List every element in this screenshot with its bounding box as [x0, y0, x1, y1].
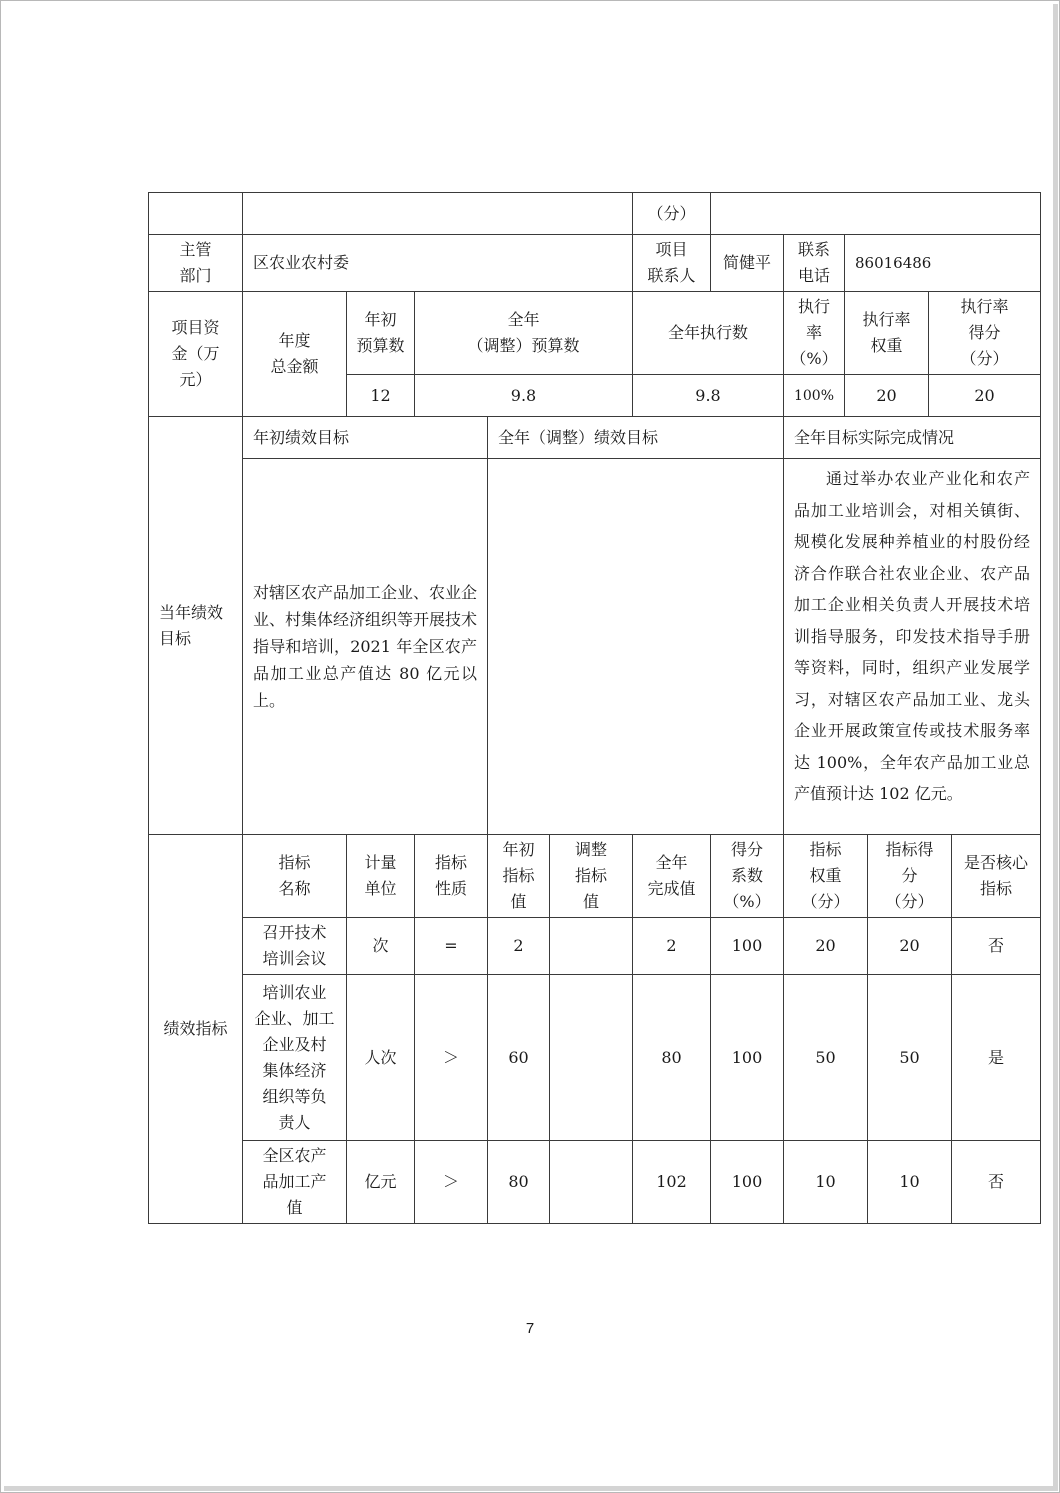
page-shadow: [1053, 4, 1058, 1491]
ind-weight: 20: [784, 918, 868, 975]
ind-coef: 100: [711, 1141, 784, 1224]
ind-adjusted-header: 调整 指标 值: [550, 835, 633, 918]
ind-completed: 2: [633, 918, 711, 975]
table-row: [149, 918, 1041, 975]
executed-header: 全年执行数: [633, 292, 784, 375]
ind-coef-header: 得分 系数 （%）: [711, 835, 784, 918]
initial-budget-value: 12: [347, 375, 415, 417]
actual-goal-text: 通过举办农业产业化和农产品加工业培训会，对相关镇街、规模化发展种养植业的村股份经济合作联合社农业企业、农产品加工企业相关负责人开展技术培训指导服务，印发技术指导手册等资料，同时，组织产业发展学习，对辖区农产品加工业、龙头企业开展政策宣传或技术服务率达 100%，全年农产品加工业总产值预计达 102 亿元。: [784, 459, 1041, 835]
initial-goal-text: 对辖区农产品加工企业、农业企业、村集体经济组织等开展技术指导和培训，2021 年全区农产品加工业总产值达 80 亿元以上。: [243, 459, 488, 835]
ind-weight-header: 指标 权重 （分）: [784, 835, 868, 918]
rate-weight-header: 执行率 权重: [845, 292, 929, 375]
phone-label: 联系 电话: [784, 235, 845, 292]
ind-weight: 10: [784, 1141, 868, 1224]
ind-name-header: 指标 名称: [243, 835, 347, 918]
table-row: [149, 1141, 1041, 1224]
rate-weight-value: 20: [845, 375, 929, 417]
ind-score: 20: [868, 918, 952, 975]
initial-budget-header: 年初 预算数: [347, 292, 415, 375]
ind-initial: 2: [488, 918, 550, 975]
funds-label: 项目资 金（万 元）: [149, 292, 243, 417]
ind-completed: 80: [633, 975, 711, 1141]
adjusted-goal-header: 全年（调整）绩效目标: [488, 417, 784, 459]
blank-cell: [243, 193, 633, 235]
adjusted-goal-text: [488, 459, 784, 835]
performance-table: [148, 192, 1041, 1224]
exec-rate-value: 100%: [784, 375, 845, 417]
ind-core: 是: [952, 975, 1041, 1141]
ind-unit: 亿元: [347, 1141, 415, 1224]
ind-completed: 102: [633, 1141, 711, 1224]
ind-initial: 80: [488, 1141, 550, 1224]
ind-score-header: 指标得 分 （分）: [868, 835, 952, 918]
ind-name: 全区农产 品加工产 值: [243, 1141, 347, 1224]
ind-core: 否: [952, 918, 1041, 975]
adjusted-budget-value: 9.8: [415, 375, 633, 417]
score-unit: （分）: [633, 193, 711, 235]
dept-label: 主管 部门: [149, 235, 243, 292]
actual-goal-header: 全年目标实际完成情况: [784, 417, 1041, 459]
ind-weight: 50: [784, 975, 868, 1141]
annual-total-header: 年度 总金额: [243, 292, 347, 417]
ind-coef: 100: [711, 975, 784, 1141]
ind-nature-header: 指标 性质: [415, 835, 488, 918]
ind-nature: ＞: [415, 975, 488, 1141]
ind-adjusted: [550, 1141, 633, 1224]
rate-score-value: 20: [929, 375, 1041, 417]
blank-cell: [711, 193, 1041, 235]
phone-value: 86016486: [845, 235, 1041, 292]
executed-value: 9.8: [633, 375, 784, 417]
dept-value: 区农业农村委: [243, 235, 633, 292]
ind-unit-header: 计量 单位: [347, 835, 415, 918]
goals-label: 当年绩效 目标: [149, 417, 243, 835]
exec-rate-header: 执行 率 （%）: [784, 292, 845, 375]
ind-core-header: 是否核心 指标: [952, 835, 1041, 918]
ind-core: 否: [952, 1141, 1041, 1224]
page-shadow: [4, 1486, 1058, 1491]
ind-completed-header: 全年 完成值: [633, 835, 711, 918]
ind-name: 培训农业 企业、加工 企业及村 集体经济 组织等负 责人: [243, 975, 347, 1141]
ind-nature: =: [415, 918, 488, 975]
ind-unit: 人次: [347, 975, 415, 1141]
contact-label: 项目 联系人: [633, 235, 711, 292]
ind-score: 50: [868, 975, 952, 1141]
ind-adjusted: [550, 975, 633, 1141]
rate-score-header: 执行率 得分 （分）: [929, 292, 1041, 375]
indicators-label: 绩效指标: [149, 835, 243, 1224]
ind-adjusted: [550, 918, 633, 975]
ind-name: 召开技术 培训会议: [243, 918, 347, 975]
contact-value: 简健平: [711, 235, 784, 292]
blank-cell: [149, 193, 243, 235]
ind-nature: ＞: [415, 1141, 488, 1224]
ind-score: 10: [868, 1141, 952, 1224]
table-row: [149, 975, 1041, 1141]
ind-initial: 60: [488, 975, 550, 1141]
ind-coef: 100: [711, 918, 784, 975]
ind-initial-header: 年初 指标 值: [488, 835, 550, 918]
adjusted-budget-header: 全年 （调整）预算数: [415, 292, 633, 375]
ind-unit: 次: [347, 918, 415, 975]
page-number: 7: [525, 1320, 535, 1337]
initial-goal-header: 年初绩效目标: [243, 417, 488, 459]
